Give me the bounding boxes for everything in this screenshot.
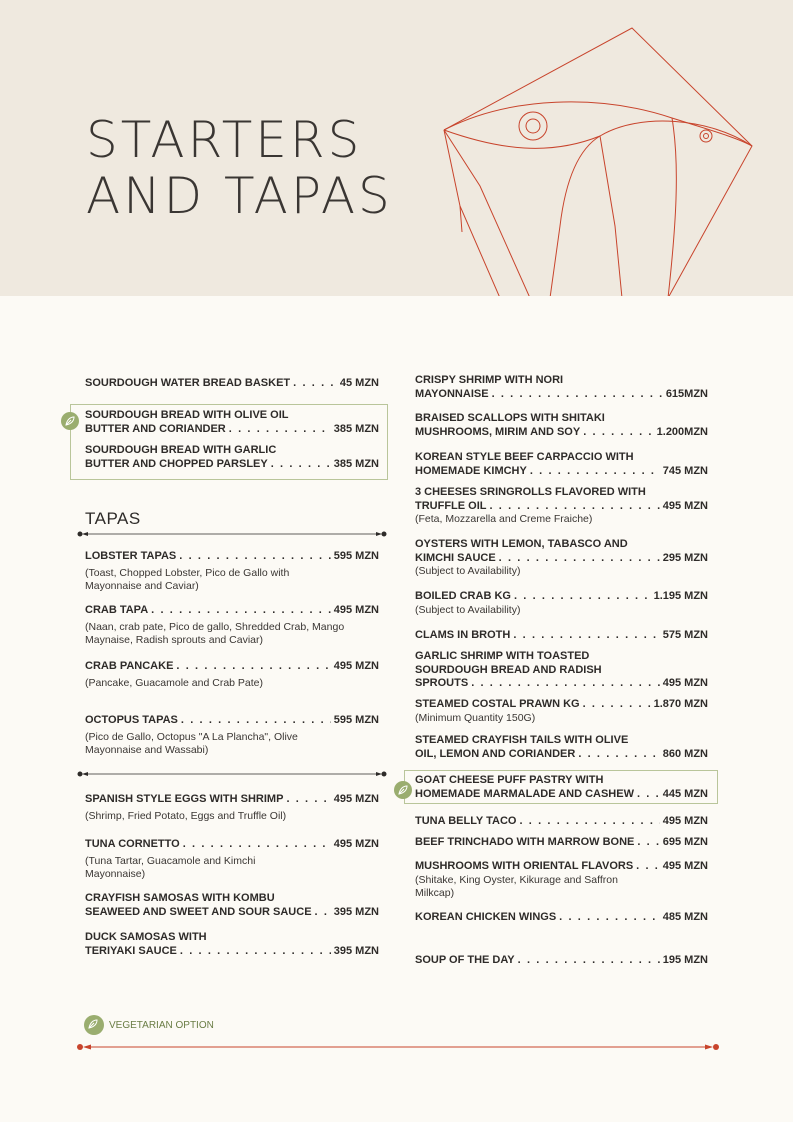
vegetarian-highlight-box bbox=[404, 770, 718, 804]
leaf-icon bbox=[61, 412, 79, 430]
leaf-icon bbox=[84, 1015, 104, 1035]
menu-item-lobster-tapas: LOBSTER TAPAS . . . 595 MZN (Toast, Chopped Lobster, Pico de Gallo with Mayonnaise and Caviar) bbox=[85, 550, 379, 593]
leaf-icon bbox=[394, 781, 412, 799]
menu-item-beef-trinchado: BEEF TRINCHADO WITH MARROW BONE . . . 695 MZN bbox=[415, 836, 708, 850]
legend-label: VEGETARIAN OPTION bbox=[109, 1020, 214, 1031]
menu-item-goat-cheese: GOAT CHEESE PUFF PASTRY WITH HOMEMADE MARMALADE AND CASHEW . . . 445 MZN bbox=[415, 774, 708, 801]
menu-item-mushrooms: MUSHROOMS WITH ORIENTAL FLAVORS . . . 495 MZN (Shitake, King Oyster, Kikurage and Saffron Milkcap) bbox=[415, 860, 708, 900]
menu-item-garlic-shrimp: GARLIC SHRIMP WITH TOASTED SOURDOUGH BREAD AND RADISH SPROUTS . . . 495 MZN bbox=[415, 650, 708, 691]
menu-item-chicken-wings: KOREAN CHICKEN WINGS . . . 485 MZN bbox=[415, 911, 708, 925]
ornamental-divider bbox=[76, 529, 388, 539]
tapas-heading: TAPAS bbox=[85, 509, 141, 528]
menu-item-braised-scallops: BRAISED SCALLOPS WITH SHITAKI MUSHROOMS, MIRIM AND SOY . . . 1.200MZN bbox=[415, 412, 708, 439]
left-column bbox=[85, 0, 379, 1122]
ornamental-divider bbox=[76, 769, 388, 779]
menu-item-octopus-tapas: OCTOPUS TAPAS . . . 595 MZN (Pico de Gallo, Octopus "A La Plancha", Olive Mayonnaise and Wassabi) bbox=[85, 714, 379, 757]
menu-item-crispy-shrimp: CRISPY SHRIMP WITH NORI MAYONNAISE . . . 615MZN bbox=[415, 374, 708, 401]
menu-item-oysters: OYSTERS WITH LEMON, TABASCO AND KIMCHI SAUCE . . . 295 MZN (Subject to Availability) bbox=[415, 538, 708, 578]
menu-item-tuna-cornetto: TUNA CORNETTO . . . 495 MZN (Tuna Tartar, Guacamole and Kimchi Mayonnaise) bbox=[85, 838, 379, 881]
menu-item-beef-carpaccio: KOREAN STYLE BEEF CARPACCIO WITH HOMEMADE KIMCHY . . . 745 MZN bbox=[415, 451, 708, 478]
menu-item-clams: CLAMS IN BROTH . . . 575 MZN bbox=[415, 629, 708, 643]
menu-item-duck-samosas: DUCK SAMOSAS WITH TERIYAKI SAUCE . . . 395 MZN bbox=[85, 931, 379, 958]
title-line-1: STARTERS bbox=[86, 111, 363, 169]
right-column bbox=[415, 0, 708, 1122]
menu-item-garlic-bread: SOURDOUGH BREAD WITH GARLIC BUTTER AND CHOPPED PARSLEY . . . 385 MZN bbox=[85, 444, 379, 471]
menu-item-cheese-springrolls: 3 CHEESES SRINGROLLS FLAVORED WITH TRUFFLE OIL . . . 495 MZN (Feta, Mozzarella and Creme Fraiche) bbox=[415, 486, 708, 526]
menu-item-spanish-eggs: SPANISH STYLE EGGS WITH SHRIMP . . . 495 MZN (Shrimp, Fried Potato, Eggs and Truffle Oil) bbox=[85, 793, 379, 823]
menu-item-costal-prawn: STEAMED COSTAL PRAWN KG . . . 1.870 MZN (Minimum Quantity 150G) bbox=[415, 698, 708, 725]
menu-item-crab-tapa: CRAB TAPA . . . 495 MZN (Naan, crab pate, Pico de gallo, Shredded Crab, Mango Maynaise, Radish sprouts and Caviar) bbox=[85, 604, 379, 647]
menu-item-crab-pancake: CRAB PANCAKE . . . 495 MZN (Pancake, Guacamole and Crab Pate) bbox=[85, 660, 379, 690]
menu-item-olive-oil-bread: SOURDOUGH BREAD WITH OLIVE OIL BUTTER AND CORIANDER . . . 385 MZN bbox=[85, 409, 379, 436]
menu-item-crayfish-tails: STEAMED CRAYFISH TAILS WITH OLIVE OIL, LEMON AND CORIANDER . . . 860 MZN bbox=[415, 734, 708, 761]
menu-item-tuna-taco: TUNA BELLY TACO . . . 495 MZN bbox=[415, 815, 708, 829]
vegetarian-highlight-box bbox=[70, 404, 388, 480]
footer-divider bbox=[76, 1042, 720, 1052]
menu-item-bread-basket: SOURDOUGH WATER BREAD BASKET . . . 45 MZN bbox=[85, 377, 379, 391]
menu-item-boiled-crab: BOILED CRAB KG . . . 1.195 MZN (Subject to Availability) bbox=[415, 590, 708, 617]
title-line-2: AND TAPAS bbox=[86, 167, 393, 225]
menu-item-soup: SOUP OF THE DAY . . . 195 MZN bbox=[415, 954, 708, 968]
menu-item-crayfish-samosas: CRAYFISH SAMOSAS WITH KOMBU SEAWEED AND SWEET AND SOUR SAUCE . . . 395 MZN bbox=[85, 892, 379, 919]
